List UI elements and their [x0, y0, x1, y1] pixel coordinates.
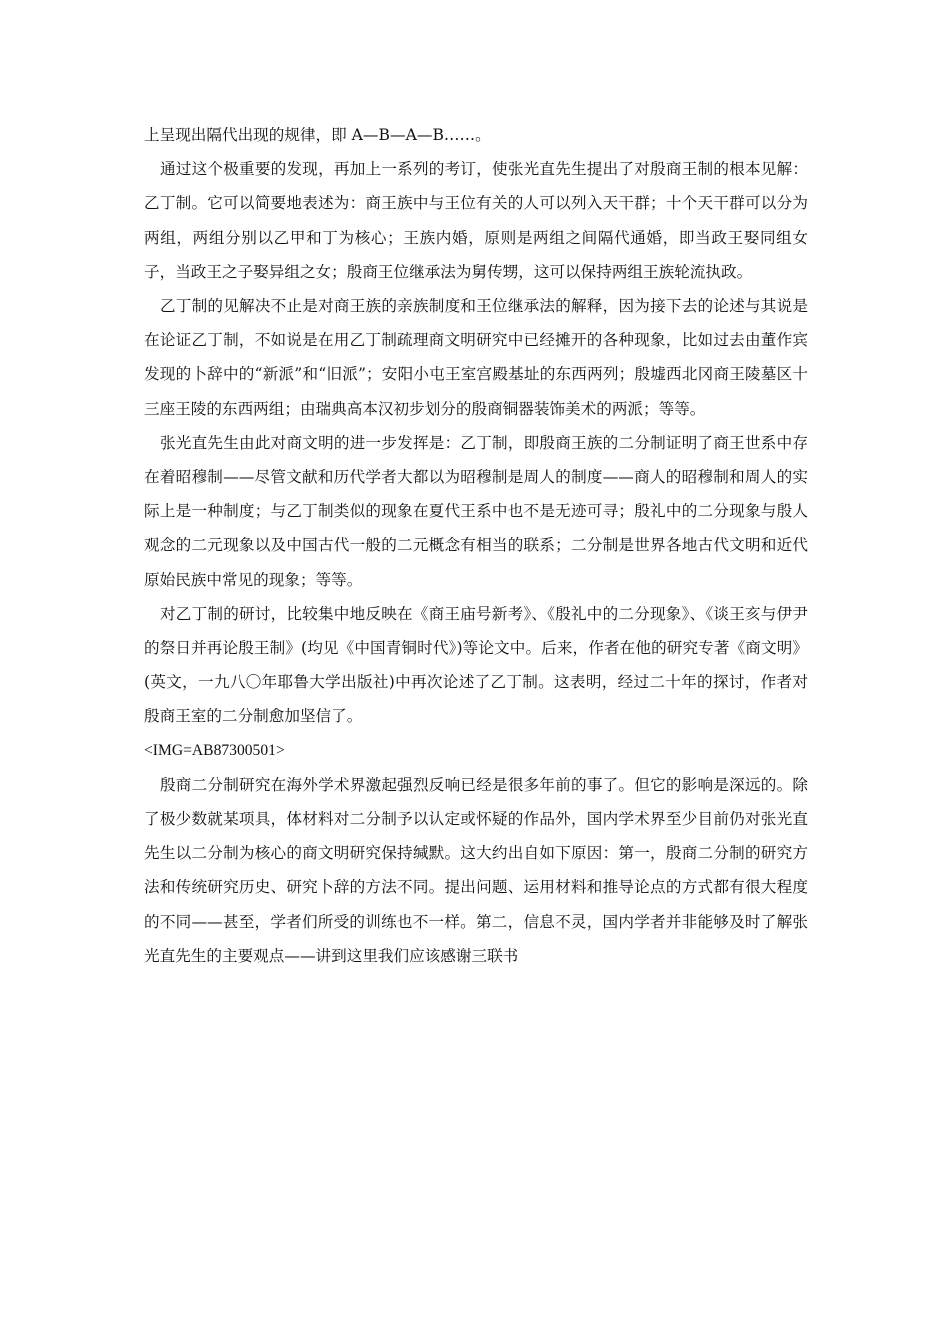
- paragraph-continuation: 上呈现出隔代出现的规律，即 A—B—A—B……。: [144, 126, 491, 144]
- paragraph-yiding-phenomena: 乙丁制的见解决不止是对商王族的亲族制度和王位继承法的解释，因为接下去的论述与其说是在论证乙丁制，不如说是在用乙丁制疏理商文明研究中已经摊开的各种现象，比如过去由董作宾发现的卜辞中的“新派”和“旧派”；安阳小屯王室宫殿基址的东西两列；殷墟西北冈商王陵墓区十三座王陵的东西两组；由瑞典高本汉初步划分的殷商铜器装饰美术的两派；等等。: [144, 297, 808, 418]
- paragraph-further-development: 张光直先生由此对商文明的进一步发挥是：乙丁制，即殷商王族的二分制证明了商王世系中存在着昭穆制——尽管文献和历代学者大都以为昭穆制是周人的制度——商人的昭穆制和周人的实际上是一种制度；与乙丁制类似的现象在夏代王系中也不是无迹可寻；殷礼中的二分现象与殷人观念的二元现象以及中国古代一般的二元概念有相当的联系；二分制是世界各地古代文明和近代原始民族中常见的现象；等等。: [144, 433, 808, 589]
- document-body: [144, 118, 808, 973]
- image-placeholder-marker: <IMG=AB87300501>: [144, 741, 285, 759]
- paragraph-yiding-system: 通过这个极重要的发现，再加上一系列的考订，使张光直先生提出了对殷商王制的根本见解：乙丁制。它可以简要地表述为：商王族中与王位有关的人可以列入天干群；十个天干群可以分为两组，两组分别以乙甲和丁为核心；王族内婚，原则是两组之间隔代通婚，即当政王娶同组女子，当政王之子娶异组之女；殷商王位继承法为舅传甥，这可以保持两组王族轮流执政。: [144, 160, 808, 281]
- paragraph-research-works: 对乙丁制的研讨，比较集中地反映在《商王庙号新考》、《殷礼中的二分现象》、《谈王亥与伊尹的祭日并再论殷王制》(均见《中国青铜时代》)等论文中。后来，作者在他的研究专著《商文明》(英文，一九八〇年耶鲁大学出版社)中再次论述了乙丁制。这表明，经过二十年的探讨，作者对殷商王室的二分制愈加坚信了。: [144, 604, 808, 726]
- paragraph-influence: 殷商二分制研究在海外学术界激起强烈反响已经是很多年前的事了。但它的影响是深远的。除了极少数就某项具，体材料对二分制予以认定或怀疑的作品外，国内学术界至少目前仍对张光直先生以二分制为核心的商文明研究保持缄默。这大约出自如下原因：第一，殷商二分制的研究方法和传统研究历史、研究卜辞的方法不同。提出问题、运用材料和推导论点的方式都有很大程度的不同——甚至，学者们所受的训练也不一样。第二，信息不灵，国内学者并非能够及时了解张光直先生的主要观点——讲到这里我们应该感谢三联书: [144, 775, 808, 965]
